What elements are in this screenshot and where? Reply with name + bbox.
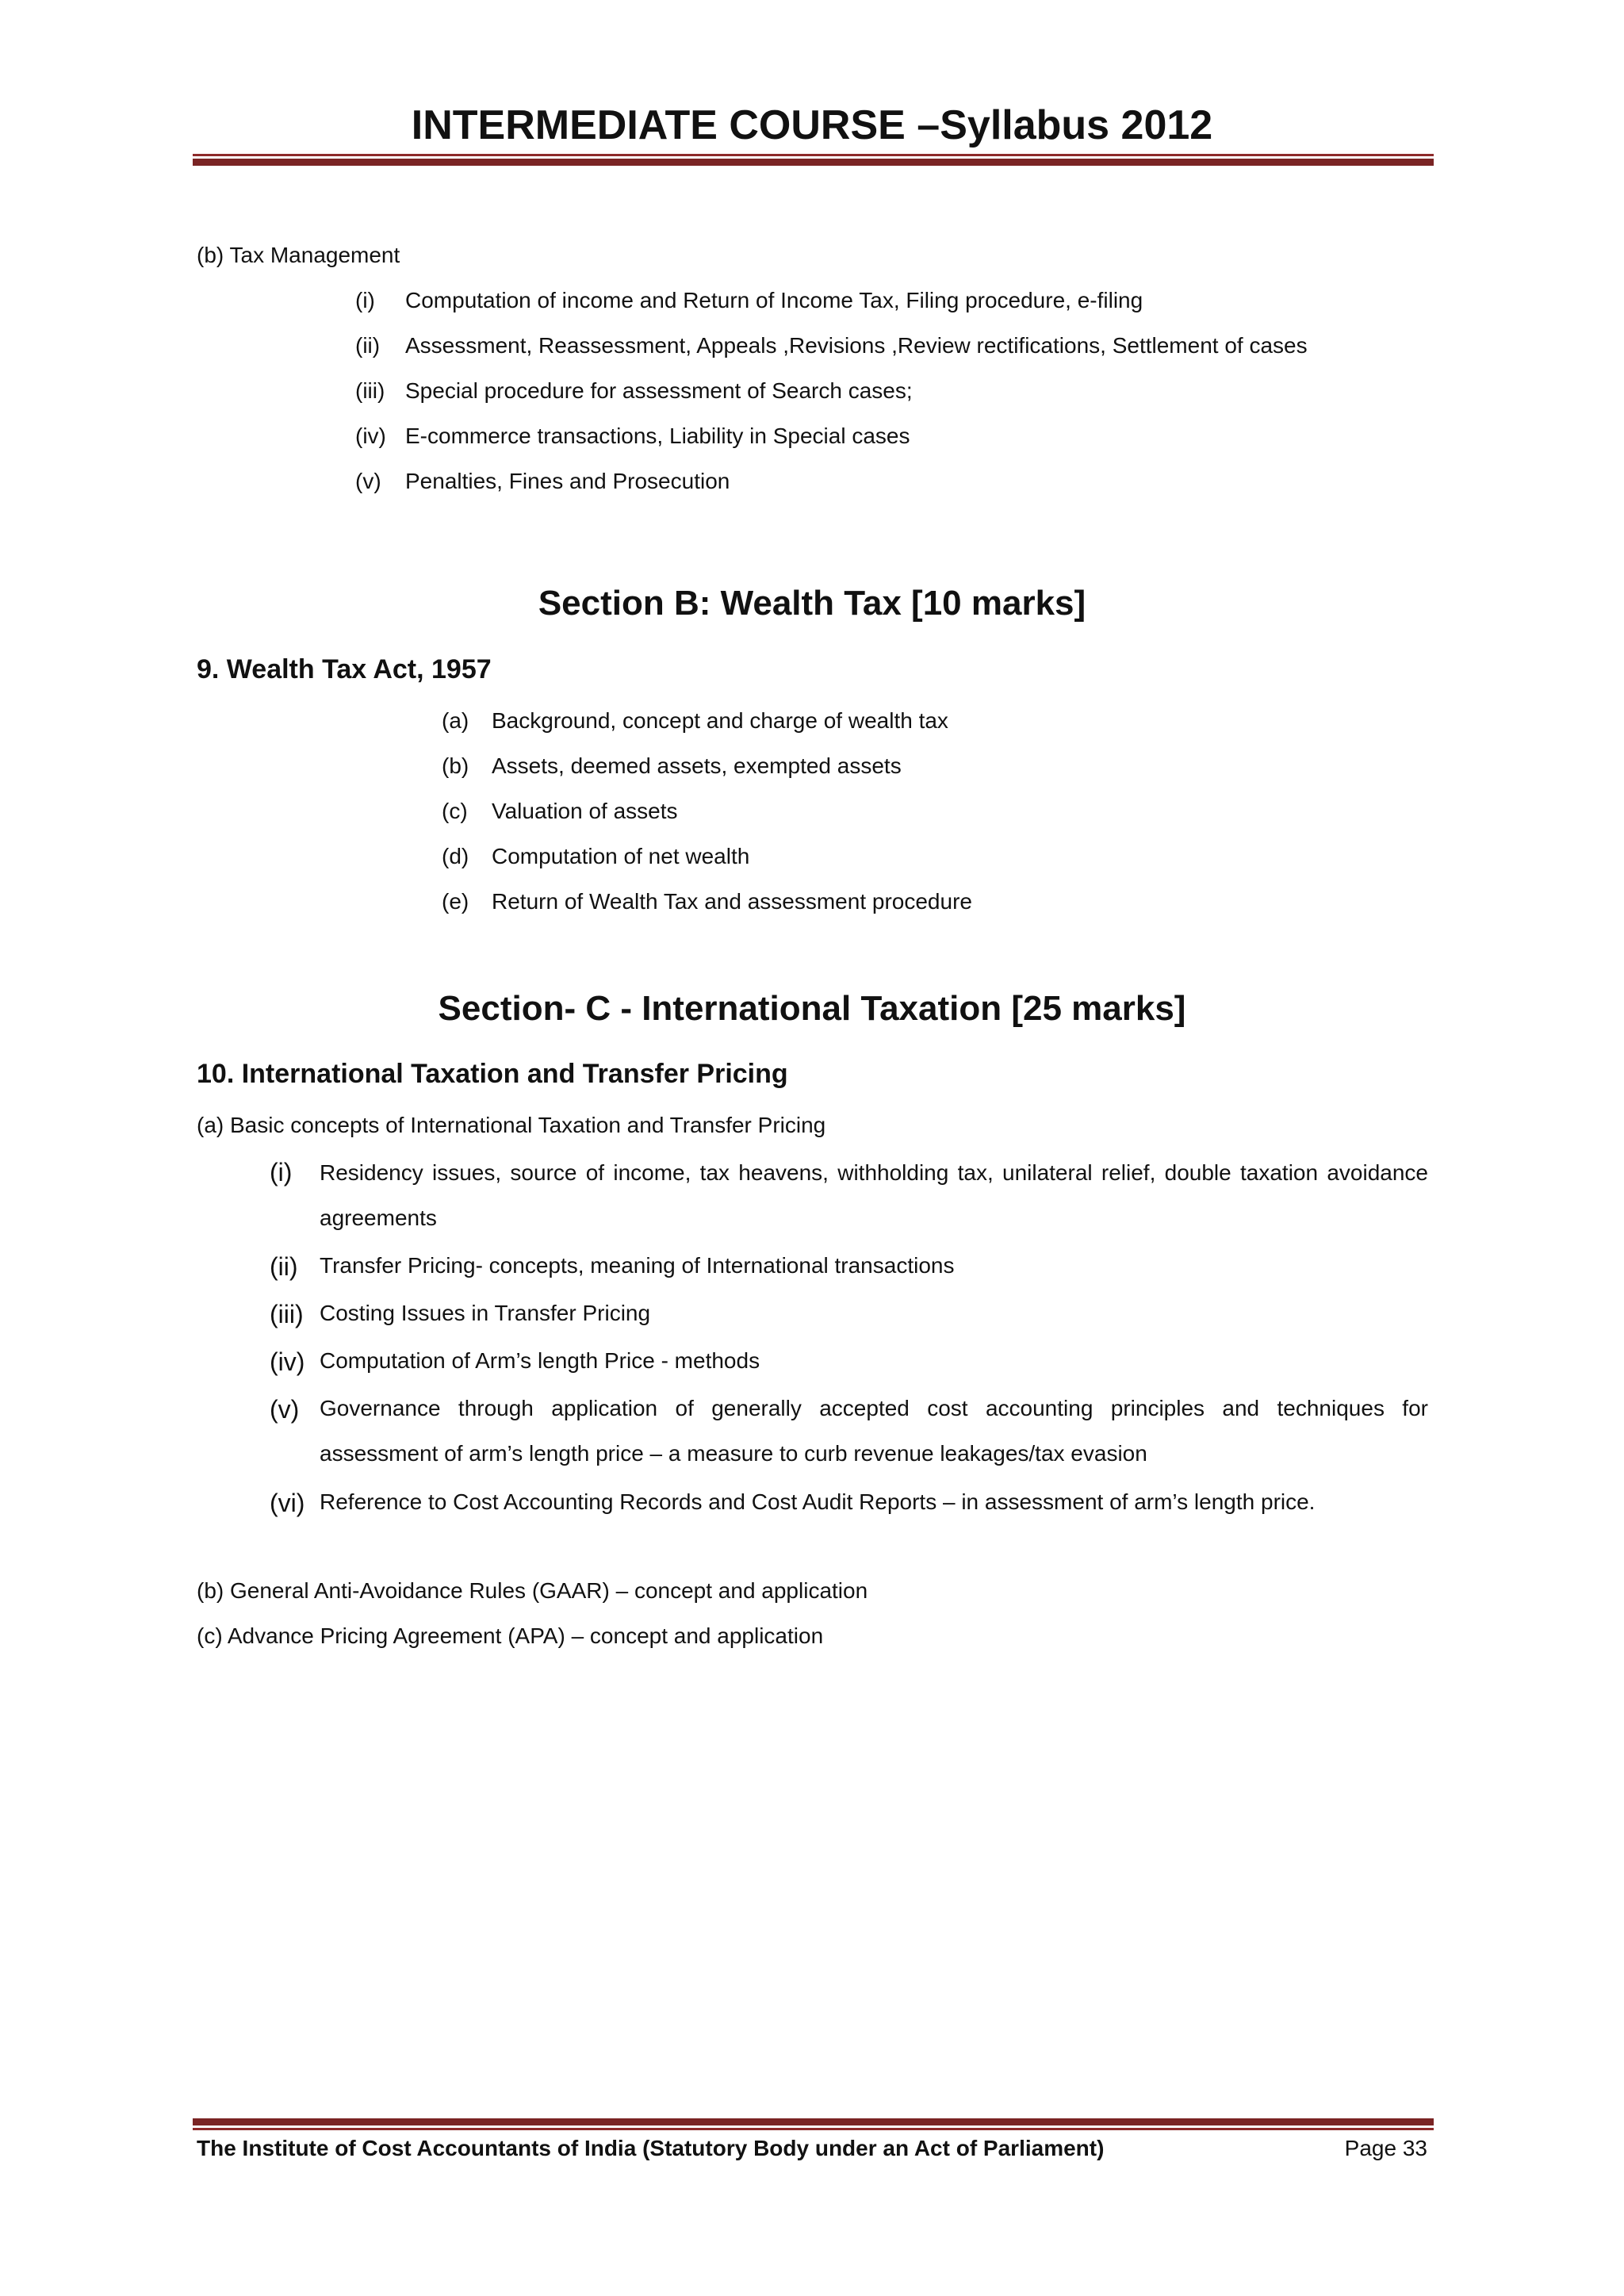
footer-rule-thin xyxy=(193,2128,1434,2130)
list-item-text-continued: agreements xyxy=(320,1205,437,1230)
list-item-number: (iii) xyxy=(270,1300,304,1328)
list-item-number: (i) xyxy=(355,288,375,312)
list-item-text: Background, concept and charge of wealth tax xyxy=(492,708,948,733)
footer-rule-thick xyxy=(193,2118,1434,2125)
section-c-part-c: (c) Advance Pricing Agreement (APA) – concept and application xyxy=(197,1623,824,1648)
section-b-title: Section B: Wealth Tax [10 marks] xyxy=(538,584,1086,623)
section-c-part-a: (a) Basic concepts of International Taxation and Transfer Pricing xyxy=(197,1113,826,1137)
header-rule-thick xyxy=(193,159,1434,166)
list-item-number: (ii) xyxy=(270,1252,298,1281)
list-item-text: Residency issues, source of income, tax heavens, withholding tax, unilateral relief, double taxation avoidance xyxy=(320,1160,1428,1185)
page-header-title: INTERMEDIATE COURSE –Syllabus 2012 xyxy=(411,102,1213,148)
section-c-part-b: (b) General Anti-Avoidance Rules (GAAR) – concept and application xyxy=(197,1578,868,1603)
list-item-text: Penalties, Fines and Prosecution xyxy=(405,469,730,493)
footer-institute: The Institute of Cost Accountants of India (Statutory Body under an Act of Parliament) xyxy=(197,2136,1105,2160)
list-item-text: Reference to Cost Accounting Records and Cost Audit Reports – in assessment of arm’s length price. xyxy=(320,1489,1316,1514)
list-item-text: Computation of net wealth xyxy=(492,844,750,868)
list-item-number: (iv) xyxy=(270,1347,305,1376)
footer-page-number: Page 33 xyxy=(1344,2136,1427,2160)
list-item-text: Assessment, Reassessment, Appeals ,Revisions ,Review rectifications, Settlement of cases xyxy=(405,333,1308,358)
list-item-letter: (a) xyxy=(442,708,469,733)
list-item-number: (iv) xyxy=(355,424,386,448)
list-item-text: E-commerce transactions, Liability in Special cases xyxy=(405,424,910,448)
list-item-letter: (d) xyxy=(442,844,469,868)
list-item-letter: (e) xyxy=(442,889,469,914)
list-item-text-continued: assessment of arm’s length price – a measure to curb revenue leakages/tax evasion xyxy=(320,1441,1147,1466)
list-item-number: (ii) xyxy=(355,333,381,358)
list-item-text: Computation of income and Return of Income Tax, Filing procedure, e-filing xyxy=(405,288,1143,312)
list-item-text: Transfer Pricing- concepts, meaning of International transactions xyxy=(320,1253,955,1278)
list-item-text: Costing Issues in Transfer Pricing xyxy=(320,1301,651,1325)
list-item-text: Governance through application of generally accepted cost accounting principles and techniques for xyxy=(320,1396,1428,1420)
tax-management-heading: (b) Tax Management xyxy=(197,243,400,267)
list-item-number: (vi) xyxy=(270,1489,305,1517)
list-item-text: Computation of Arm’s length Price - methods xyxy=(320,1348,760,1373)
section-b-subheading: 9. Wealth Tax Act, 1957 xyxy=(197,654,492,684)
list-item-text: Return of Wealth Tax and assessment procedure xyxy=(492,889,972,914)
list-item-number: (i) xyxy=(270,1158,293,1186)
section-c-title: Section- C - International Taxation [25 marks] xyxy=(438,989,1186,1028)
list-item-number: (iii) xyxy=(355,378,385,403)
list-item-number: (v) xyxy=(270,1395,300,1424)
list-item-letter: (b) xyxy=(442,753,469,778)
list-item-text: Valuation of assets xyxy=(492,799,678,823)
list-item-letter: (c) xyxy=(442,799,468,823)
section-c-subheading: 10. International Taxation and Transfer Pricing xyxy=(197,1059,788,1089)
header-rule-thin xyxy=(193,154,1434,156)
list-item-number: (v) xyxy=(355,469,381,493)
list-item-text: Assets, deemed assets, exempted assets xyxy=(492,753,902,778)
list-item-text: Special procedure for assessment of Search cases; xyxy=(405,378,913,403)
